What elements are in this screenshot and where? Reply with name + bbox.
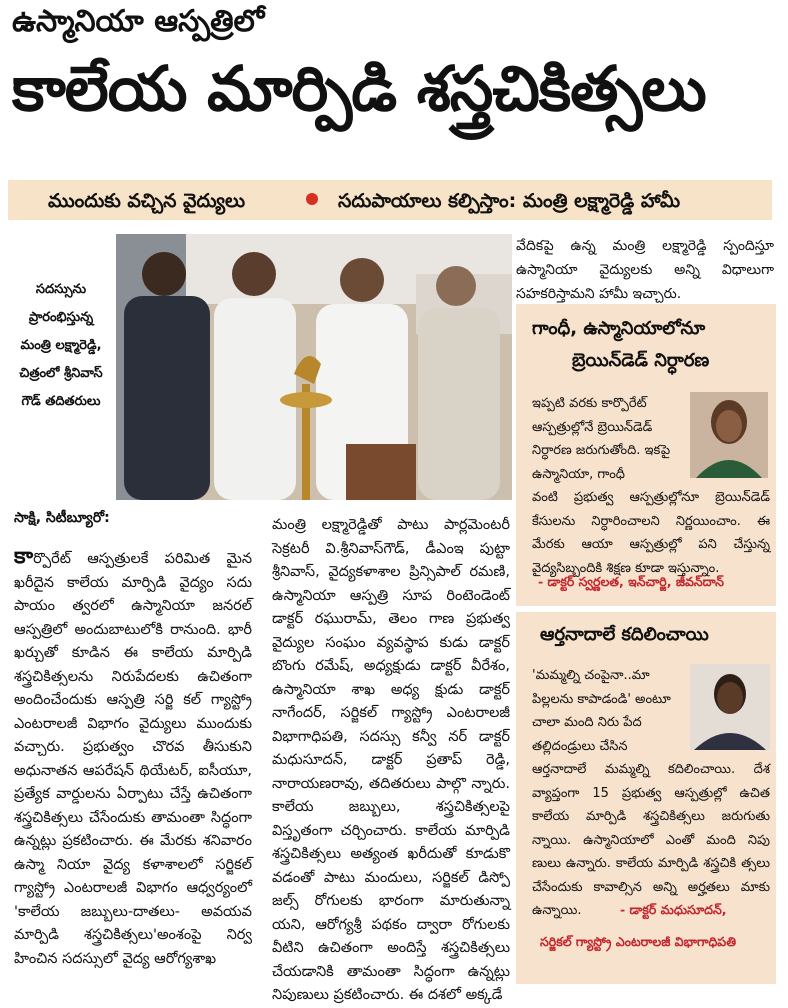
portrait-swarnalatha bbox=[690, 392, 768, 478]
sidebar1-heading-line1: గాంధీ, ఉస్మానియాలోనూ bbox=[532, 318, 706, 339]
main-headline: కాలేయ మార్పిడి శస్త్రచికిత్సలు bbox=[12, 52, 706, 125]
portrait-madhusudan-image bbox=[690, 664, 770, 750]
sidebar1-signature: - డాక్టర్ స్వర్ణలత, ఇన్‌చార్జి, జీవన్‌దాన్ bbox=[538, 574, 724, 589]
kicker-headline: ఉస్మానియా ఆస్పత్రిలో bbox=[12, 4, 265, 39]
sidebar1-heading-line2: బ్రెయిన్‌డెడ్ నిర్ధారణ bbox=[572, 350, 710, 371]
photo-caption: సదస్సును ప్రారంభిస్తున్న మంత్రి లక్ష్మారెడ్డి, చిత్రంలో శ్రీనివాస్ గౌడ్ తదితరులు bbox=[19, 282, 103, 409]
sidebar2-heading: ఆర్తనాదాలే కదిలించాయి bbox=[540, 624, 709, 645]
sidebar2-signature-line2: సర్జికల్ గ్యాస్ట్రో ఎంటరాలజీ విభాగాధిపతి bbox=[540, 934, 736, 949]
sidebar-divider bbox=[516, 606, 776, 612]
article-column-3-top: వేదికపై ఉన్న మంత్రి లక్ష్మారెడ్డి స్పందిస్తూ ఉస్మానియా వైద్యులకు అన్ని విధాలుగా సహకరిస్తామని హామీ ఇచ్చారు. bbox=[516, 238, 774, 302]
drop-cap: కా bbox=[14, 544, 34, 569]
sidebar2-signature-line1: - డాక్టర్ మధుసూదన్, bbox=[620, 902, 727, 917]
article-column-2: మంత్రి లక్ష్మారెడ్డితో పాటు పార్లమెంటరీ సెక్రటరీ వి.శ్రీనివాస్‌గౌడ్, డీఎంఇ పుట్టా శ్రీనివాస్, వైద్యకళాశాల ప్రిన్సిపాల్ రమణి, ఉస్మానియా ఆస్పత్రి సూప రింటెండెంట్ డాక్టర్ రఘురామ్, తెలం గాణ ప్రభుత్వ వైద్యుల సంఘం వ్యవస్థాప కుడు డాక్టర్ బొంగు రమేష్, అధ్యక్షుడు డాక్టర్ వీరేశం, ఉస్మానియా శాఖ అధ్య క్షుడు డాక్టర్ నాగేందర్, సర్జికల్ గ్యాస్ట్రో ఎంటరాలజీ విభాగాధిపతి, సదస్సు కన్వీ నర్ డాక్టర్ మధుసూదన్, డాక్టర్ ప్రతాప్ రెడ్డి, నారాయణరావు, తదితరులు పాల్గొ న్నారు. కాలేయ జబ్బులు, శస్త్రచికిత్సలపై విస్తృతంగా చర్చించారు. కాలేయ మార్పిడి శస్త్రచికిత్సలు అత్యంత ఖరీదుతో కూడుకొ వడంతో పాటు మందులు, సర్జికల్ డిస్పో జల్స్ రోగులకు భారంగా మారుతున్నా యని, ఆరోగ్యశ్రీ పథకం ద్వారా రోగులకు వీటిని ఉచితంగా అందిస్తే శస్త్రచికిత్సలు చేయడానికి తామంతా సిద్ధంగా ఉన్నట్లు నిపుణులు ప్రకటించారు. ఈ దశలో అక్కడే bbox=[272, 517, 510, 1003]
sidebar2-text-top: 'మమ్మల్ని చంపైనా..మా పిల్లలను కాపాడండి' అంటూ చాలా మంది నిరు పేద తల్లిదండ్రులు చేసిన bbox=[532, 668, 671, 754]
deck-right: సదుపాయాలు కల్పిస్తాం: మంత్రి లక్ష్మారెడ్డి హామీ bbox=[338, 190, 681, 212]
byline: సాక్షి, సిటీబ్యూరో: bbox=[14, 510, 110, 526]
portrait-madhusudan bbox=[690, 664, 770, 750]
column-1-text: ర్పొరేట్ ఆస్పత్రులకే పరిమిత మైన ఖరీదైన కాలేయ మార్పిడి వైద్యం సదు పాయం త్వరలో ఉస్మానియా జనరల్ ఆస్పత్రిలో అందుబాటులోకి రానుంది. భారీ ఖర్చుతో కూడిన ఈ కాలేయ మార్పిడి శస్త్రచికిత్సలను నిరుపేదలకు ఉచితంగా అందించేందుకు ఆస్పత్రి సర్జి కల్ గ్యాస్ట్రో ఎంటరాలజీ విభాగం వైద్యులు ముందుకు వచ్చారు. ప్రభుత్వం చొరవ తీసుకుని అధునాతన ఆపరేషన్ థియేటర్, ఐసీయూ, ప్రత్యేక వార్డులను ఏర్పాటు చేస్తే ఉచితంగా శస్త్రచికిత్సలు చేసేందుకు తామంతా సిద్ధంగా ఉన్నట్లు ప్రకటించారు. ఈ మేరకు శనివారం ఉస్మా నియా వైద్య కళాశాలలో సర్జికల్ గ్యాస్ట్రో ఎంటరాలజీ విభాగం ఆధ్వర్యంలో 'కాలేయ జబ్బులు-దాతలు- అవయవ మార్పిడి శస్త్రచికిత్సలు'అంశంపై నిర్వ హించిన సదస్సులో వైద్య ఆరోగ్యశాఖ bbox=[14, 551, 252, 967]
portrait-swarnalatha-image bbox=[690, 392, 768, 478]
sidebar1-text-full: వంటి ప్రభుత్వ ఆస్పత్రుల్లోనూ బ్రెయిన్‌డెడ్ కేసులను నిర్ధారించాలని నిర్ణయించాం. ఈ మేరకు ఆయా ఆస్పత్రుల్లో పని చేస్తున్న వైద్యసిబ్బందికి శిక్షణ కూడా ఇస్తున్నాం. bbox=[532, 490, 770, 576]
deck-left: ముందుకు వచ్చిన వైద్యులు bbox=[48, 190, 246, 212]
sidebar2-text-full: ఆర్తనాదాలే మమ్మల్ని కదిలించాయి. దేశ వ్యాప్తంగా 15 ప్రభుత్వ ఆస్పత్రుల్లో ఉచిత కాలేయ మార్పిడి శస్త్రచికిత్సలు జరుగుతు న్నాయి. ఉస్మానియాలో ఎంతో మంది నిపు ణులు ఉన్నారు. కాలేయ మార్పిడి శస్త్రచికి త్సలు చేసేందుకు కావాల్సిన అన్ని అర్హతలు మాకు ఉన్నాయి. bbox=[532, 762, 770, 918]
bullet-icon bbox=[306, 193, 318, 205]
sidebar1-text-top: ఇప్పటి వరకు కార్పొరేట్ ఆస్పత్రుల్లోనే బ్రెయిన్‌డెడ్ నిర్ధారణ జరుగుతోంది. ఇకపై ఉస్మానియా, గాంధీ bbox=[532, 396, 671, 482]
event-photo-illustration bbox=[116, 234, 512, 500]
event-photo bbox=[116, 234, 512, 500]
article-column-1 bbox=[14, 545, 252, 971]
